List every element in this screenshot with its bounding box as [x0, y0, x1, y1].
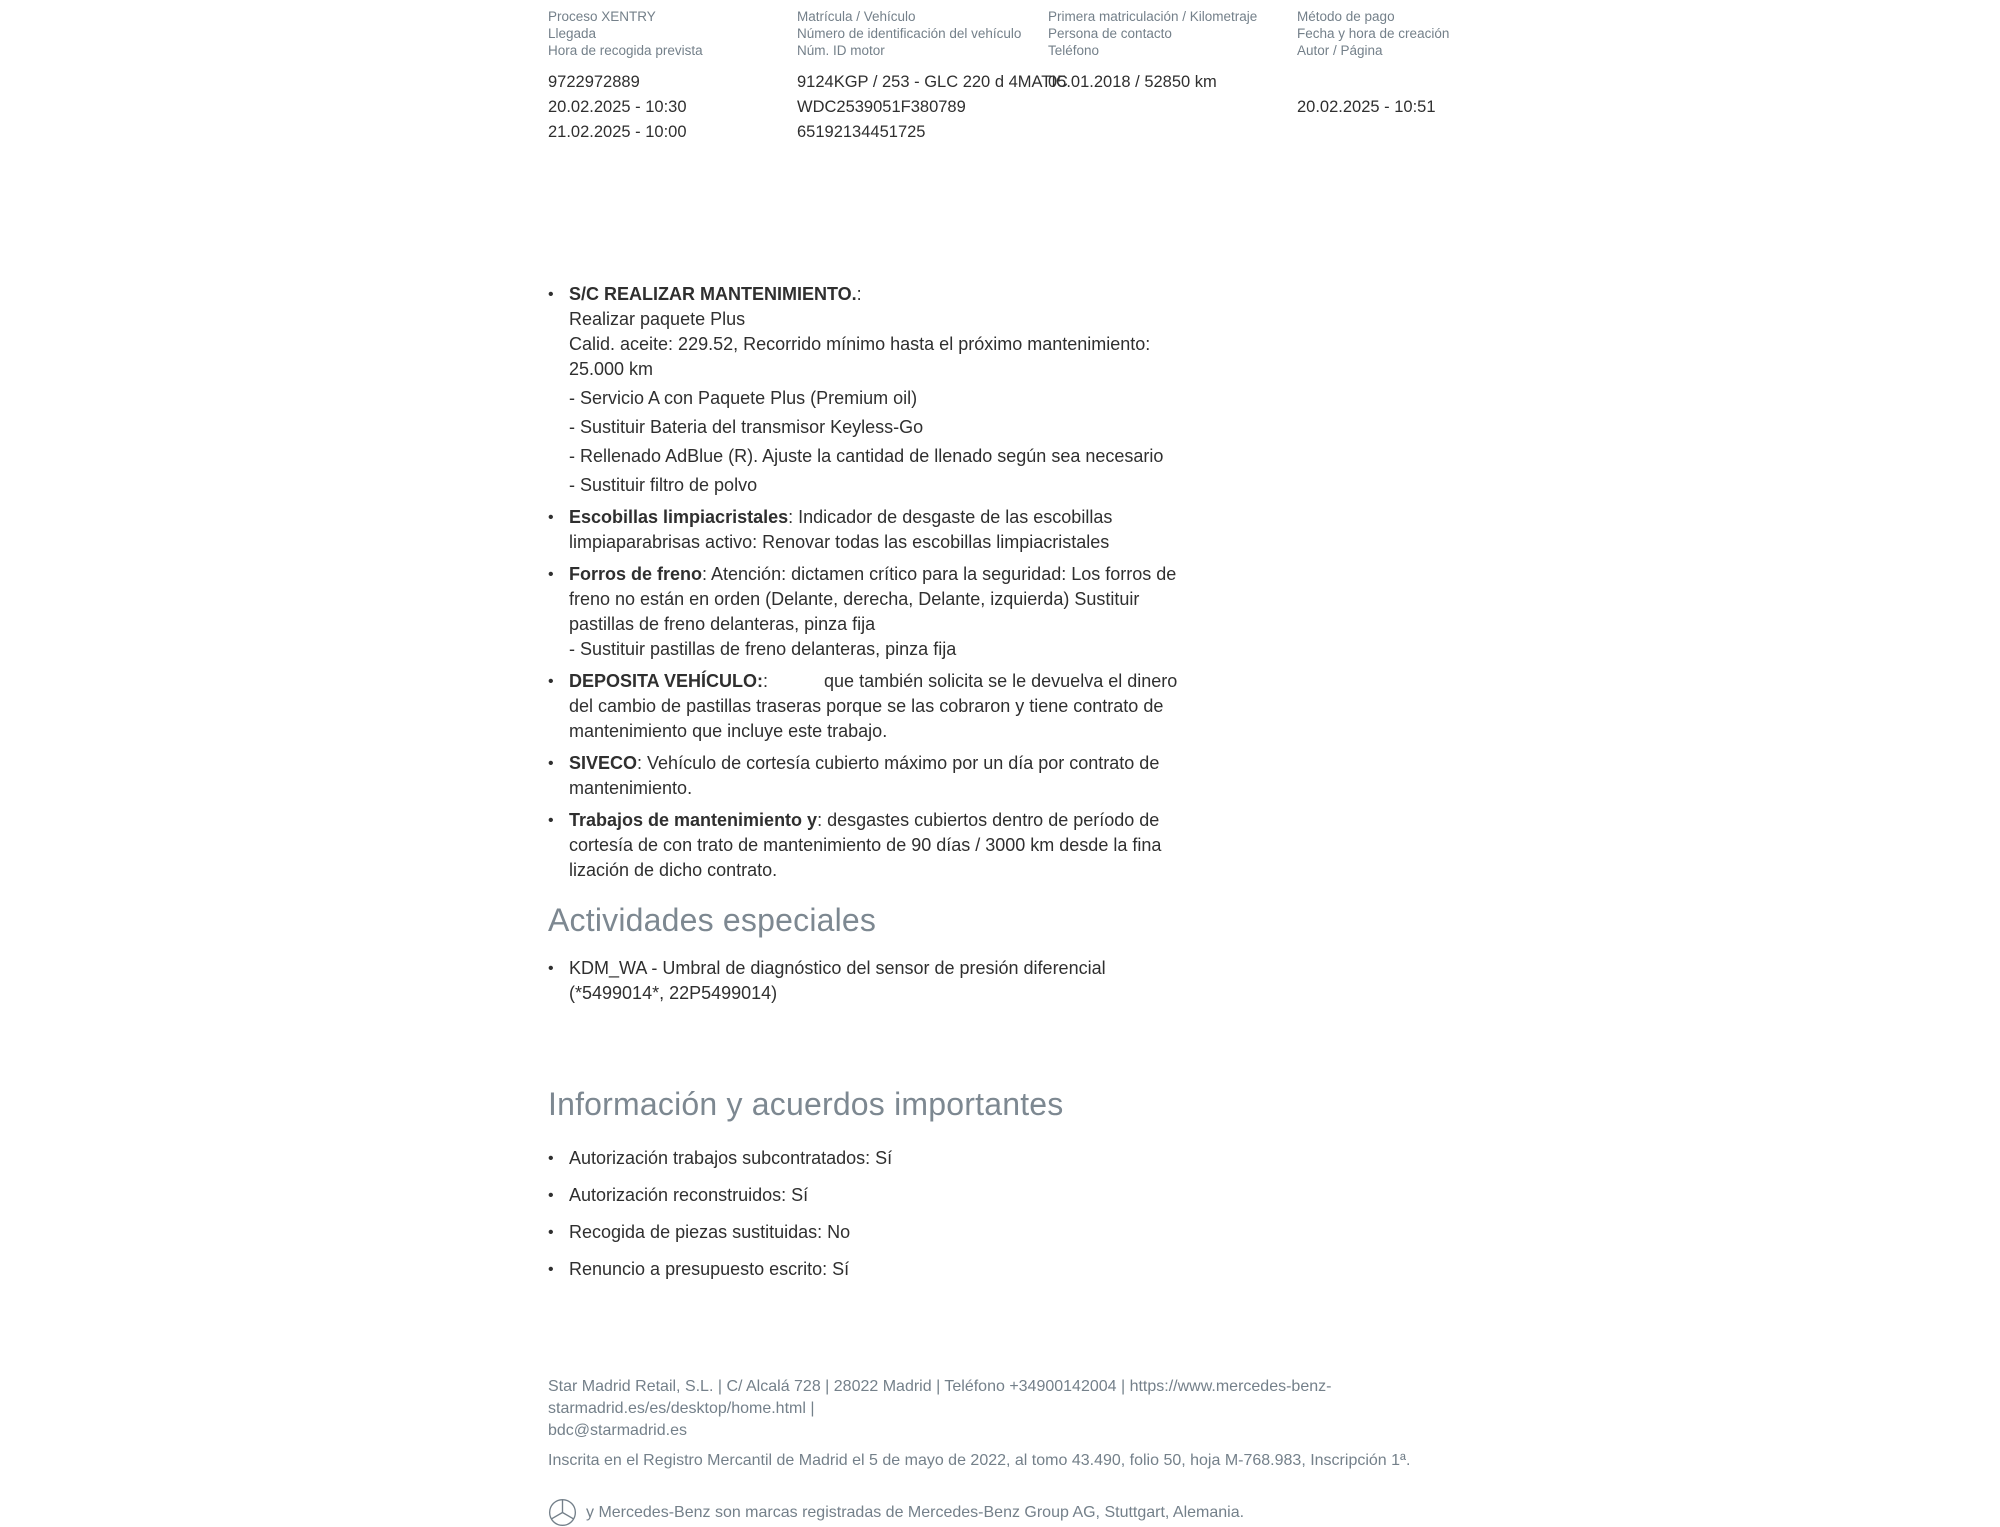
text-segment: (*5499014*, 22P5499014): [569, 983, 778, 1003]
bullet-marker: •: [548, 755, 554, 772]
header-label: Primera matriculación / Kilometraje: [1048, 9, 1258, 24]
text-line: [569, 332, 1196, 357]
text-segment: : Atención: dictamen crítico para la seguridad: Los forros de freno no están en orden (Delante, derecha, Delante, izquierda) Sustituir pastillas de freno delanteras, pinza fija: [569, 564, 1177, 634]
text-line: [569, 282, 1196, 307]
text-segment: Forros de freno: [569, 564, 703, 584]
header-label: Número de identificación del vehículo: [797, 26, 1022, 41]
header-label: Matrícula / Vehículo: [797, 9, 916, 24]
text-line: [569, 1220, 1196, 1245]
footer-email-line: bdc@starmadrid.es: [548, 1422, 687, 1439]
header-label: Fecha y hora de creación: [1297, 26, 1450, 41]
header-label: Núm. ID motor: [797, 43, 885, 58]
text-line: [569, 562, 1196, 637]
footer-trademark-row: [548, 1498, 1528, 1527]
text-segment: Autorización reconstruidos: Sí: [569, 1185, 809, 1205]
bullet-marker: •: [548, 812, 554, 829]
text-segment: - Servicio A con Paquete Plus (Premium oil): [569, 388, 918, 408]
text-line: [569, 751, 1196, 801]
text-segment: que también solicita se le devuelva el dinero del cambio de pastillas traseras porque se las cobraron y tiene contrato de mantenimiento que incluye este trabajo.: [569, 671, 1178, 741]
list-item-text: [569, 282, 1196, 498]
section-special-activities: [548, 900, 1196, 1013]
text-segment: 25.000 km: [569, 359, 654, 379]
header-value: [1048, 120, 1257, 145]
text-segment: : desgastes cubiertos dentro de período de cortesía de con trato de mantenimiento de 90 días / 3000 km desde la fina lización de dicho contrato.: [569, 810, 1162, 880]
special-activities-heading: Actividades especiales: [548, 902, 877, 938]
text-line: [569, 956, 1196, 981]
header-labels: [797, 8, 1068, 59]
text-line: [569, 669, 1196, 744]
list-item-text: [569, 751, 1196, 801]
header-label: Proceso XENTRY: [548, 9, 656, 24]
bullet-marker: •: [548, 1187, 554, 1204]
text-segment: Calid. aceite: 229.52, Recorrido mínimo hasta el próximo mantenimiento:: [569, 334, 1151, 354]
header-value: [1297, 70, 1449, 95]
header-value: 21.02.2025 - 10:00: [548, 123, 687, 141]
bullet-marker: •: [548, 566, 554, 583]
list-item-text: [569, 956, 1196, 1006]
section-agreements: [548, 1084, 1196, 1294]
bullet-marker: •: [548, 1224, 554, 1241]
special-activities-list: [548, 956, 1196, 1006]
text-line: [569, 1183, 1196, 1208]
list-item: [548, 956, 1196, 1006]
header-values: [548, 70, 703, 145]
header-labels: [1048, 8, 1257, 59]
list-item: [548, 282, 1196, 498]
header-column: [548, 8, 703, 145]
list-item: [548, 669, 1196, 744]
bullet-marker: •: [548, 509, 554, 526]
text-line: [569, 505, 1196, 555]
text-segment: : Indicador de desgaste de las escobillas limpiaparabrisas activo: Renovar todas las escobillas limpiacristales: [569, 507, 1113, 552]
agreements-heading: Información y acuerdos importantes: [548, 1086, 1064, 1122]
footer-trademark-line: y Mercedes-Benz son marcas registradas de Mercedes-Benz Group AG, Stuttgart, Alemania.: [586, 1503, 1245, 1521]
list-item-text: [569, 808, 1196, 883]
header-column: [797, 8, 1068, 145]
list-item: [548, 562, 1196, 662]
text-segment: :: [763, 671, 769, 691]
work-items-list: [548, 282, 1196, 890]
text-line: [569, 1257, 1196, 1282]
list-item: [548, 1220, 1196, 1245]
text-segment: SIVECO: [569, 753, 638, 773]
header-values: [797, 70, 1068, 145]
bullet-marker: •: [548, 286, 554, 303]
text-line: [569, 386, 1196, 411]
footer: [548, 1376, 1528, 1527]
text-segment: : Vehículo de cortesía cubierto máximo por un día por contrato de mantenimiento.: [569, 753, 1160, 798]
footer-registry-line: Inscrita en el Registro Mercantil de Madrid el 5 de mayo de 2022, al tomo 43.490, folio 50, hoja M-768.983, Inscripción 1ª.: [548, 1452, 1411, 1469]
list-item: [548, 505, 1196, 555]
text-line: [569, 415, 1196, 440]
header-labels: [548, 8, 703, 59]
list-item: [548, 751, 1196, 801]
header-column: [1048, 8, 1257, 145]
list-item-text: [569, 505, 1196, 555]
text-segment: S/C REALIZAR MANTENIMIENTO.: [569, 284, 857, 304]
header-value: 20.02.2025 - 10:51: [1297, 98, 1436, 116]
header-value: [1048, 95, 1257, 120]
header-value: 20.02.2025 - 10:30: [548, 98, 687, 116]
header-values: [1297, 70, 1449, 145]
text-segment: :: [856, 284, 862, 304]
list-item-text: [569, 669, 1196, 744]
text-segment: - Sustituir pastillas de freno delanteras, pinza fija: [569, 639, 957, 659]
footer-company-line: Star Madrid Retail, S.L. | C/ Alcalá 728 | 28022 Madrid | Teléfono +34900142004 | https://www.mercedes-benz-starmadrid.es/es/desktop/home.html |: [548, 1378, 1332, 1417]
list-item-text: [569, 562, 1196, 662]
list-item-text: [569, 1220, 1196, 1245]
bullet-marker: •: [548, 1150, 554, 1167]
bullet-marker: •: [548, 960, 554, 977]
text-segment: Recogida de piezas sustituidas: No: [569, 1222, 851, 1242]
text-line: [569, 444, 1196, 469]
list-item: [548, 1183, 1196, 1208]
list-item-text: [569, 1183, 1196, 1208]
text-segment: Renuncio a presupuesto escrito: Sí: [569, 1259, 850, 1279]
text-segment: Autorización trabajos subcontratados: Sí: [569, 1148, 893, 1168]
header-value: 9124KGP / 253 - GLC 220 d 4MATIC: [797, 73, 1068, 91]
list-item: [548, 1257, 1196, 1282]
header-label: Persona de contacto: [1048, 26, 1172, 41]
header-labels: [1297, 8, 1449, 59]
list-item: [548, 1146, 1196, 1171]
list-item: [548, 808, 1196, 883]
header-value: 05.01.2018 / 52850 km: [1048, 73, 1217, 91]
text-line: [569, 1146, 1196, 1171]
text-line: [569, 981, 1196, 1006]
list-item-text: [569, 1146, 1196, 1171]
header-label: Hora de recogida prevista: [548, 43, 703, 58]
text-segment: - Sustituir Bateria del transmisor Keyless-Go: [569, 417, 924, 437]
text-segment: Escobillas limpiacristales: [569, 507, 789, 527]
text-line: [569, 808, 1196, 883]
text-segment: DEPOSITA VEHÍCULO:: [569, 671, 764, 691]
header-column: [1297, 8, 1449, 145]
text-segment: Trabajos de mantenimiento y: [569, 810, 818, 830]
mercedes-star-icon: [548, 1498, 577, 1527]
text-line: [569, 473, 1196, 498]
header-label: Método de pago: [1297, 9, 1395, 24]
text-segment: KDM_WA - Umbral de diagnóstico del sensor de presión diferencial: [569, 958, 1106, 978]
header-value: [1297, 120, 1449, 145]
header-value: 65192134451725: [797, 123, 926, 141]
text-segment: - Rellenado AdBlue (R). Ajuste la cantidad de llenado según sea necesario: [569, 446, 1164, 466]
header-label: Teléfono: [1048, 43, 1100, 58]
text-line: [569, 307, 1196, 332]
header-label: Llegada: [548, 26, 597, 41]
header-values: [1048, 70, 1257, 145]
list-item-text: [569, 1257, 1196, 1282]
text-line: [569, 357, 1196, 382]
text-line: [569, 637, 1196, 662]
header-label: Autor / Página: [1297, 43, 1383, 58]
bullet-marker: •: [548, 1261, 554, 1278]
header-value: 9722972889: [548, 73, 640, 91]
agreements-list: [548, 1146, 1196, 1282]
header-value: WDC2539051F380789: [797, 98, 966, 116]
text-segment: - Sustituir filtro de polvo: [569, 475, 758, 495]
bullet-marker: •: [548, 673, 554, 690]
text-segment: Realizar paquete Plus: [569, 309, 746, 329]
